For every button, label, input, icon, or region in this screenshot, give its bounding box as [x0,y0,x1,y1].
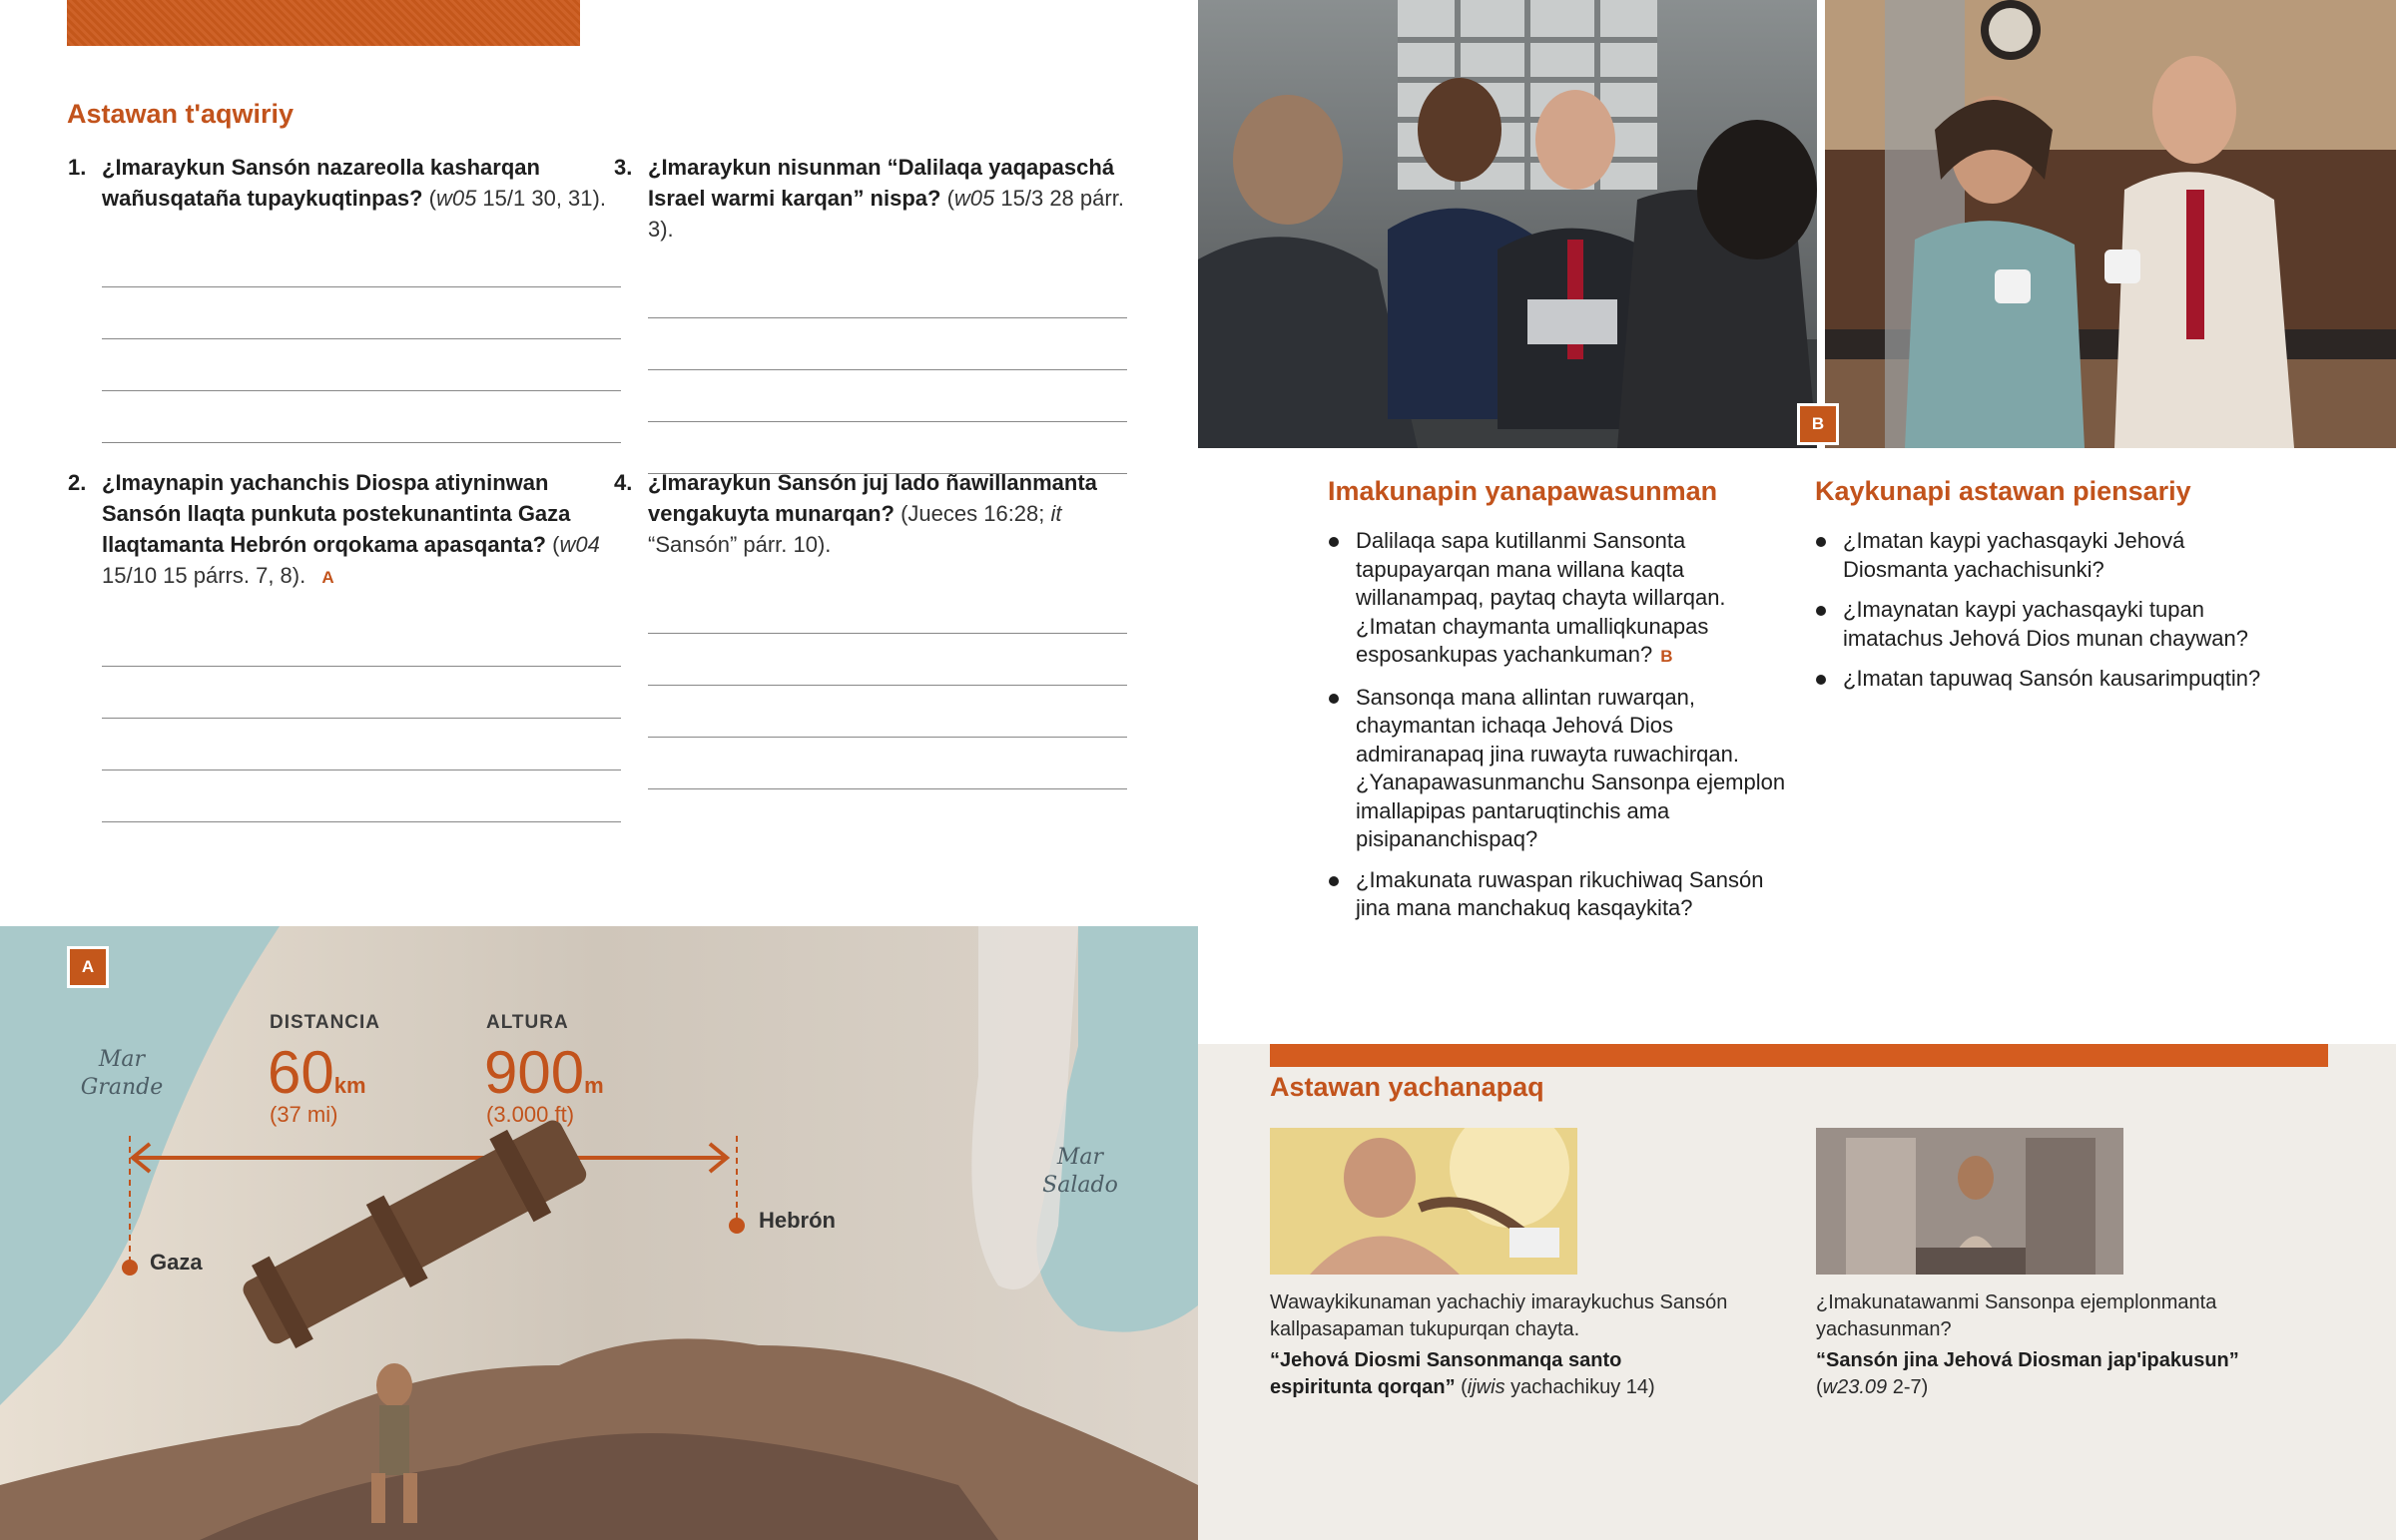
list-item: Sansonqa mana allintan ruwarqan, chaymantan ichaqa Jehová Dios admiranapaq jina ruwayta ruwachirqan. ¿Yanapawasunmanchu Sansonpa ejemplon imallapipas pantaruqtinchis ama pisipananchispaq? [1329,684,1788,854]
question-3 [614,152,1127,474]
question-number: 4. [614,470,633,495]
apply-title: Imakunapin yanapawasunman [1328,476,1718,506]
study-description: ¿Imakunatawanmi Sansonpa ejemplonmanta yachasunman? [1816,1291,2217,1340]
list-item: ¿Imatan tapuwaq Sansón kausarimpuqtin? [1816,665,2275,694]
question-reference: (Jueces 16:28; it “Sansón” párr. 10). [648,501,1062,557]
reflect-list [1816,527,2275,706]
question-2 [68,467,621,822]
list-item: Dalilaqa sapa kutillanmi Sansonta tapupayarqan mana willana kaqta willanampaq, paytaq chayta willarqan. ¿Imatan chaymanta umalliqkunapas esposankupas yachankuman? B [1329,527,1788,672]
altitude-value: 900m [484,1039,604,1106]
distance-label: DISTANCIA [270,1012,381,1033]
answer-lines[interactable] [102,236,621,443]
question-number: 2. [68,470,87,495]
distance-imperial: (37 mi) [270,1102,338,1127]
photo-badge: B [1797,403,1839,445]
sea-label-dead-sea: Mar Salado [1042,1145,1118,1198]
list-item: ¿Imaynatan kaypi yachasqayki tupan imatachus Jehová Dios munan chaywan? [1816,596,2275,653]
study-item-1 [1270,1289,1729,1401]
city-hebron: Hebrón [759,1208,836,1233]
further-study-box [1198,1044,2396,1540]
photo-elders-meeting [1198,0,1817,448]
altitude-label: ALTURA [486,1012,569,1033]
question-4 [614,467,1127,789]
decorative-strip [67,0,580,46]
question-reference: (w05 15/3 28 párr. 3). [648,186,1124,242]
map-gaza-hebron [0,926,1198,1540]
map-reference-tag: A [321,568,334,587]
study-link[interactable]: “Sansón jina Jehová Diosman jap'ipakusun” (w23.09 2-7) [1816,1349,2239,1398]
photo-row [1198,0,2396,448]
question-text: ¿Imaraykun Sansón nazareolla kasharqan wañusqataña tupaykuqtinpas? [102,155,540,211]
list-item: ¿Imatan kaypi yachasqayki Jehová Diosmanta yachachisunki? [1816,527,2275,584]
apply-list [1329,527,1788,935]
map-badge: A [67,946,109,988]
question-text: ¿Imaynapin yachanchis Diospa atiyninwan Sansón llaqta punkuta postekunantinta Gaza llaqtamanta Hebrón orqokama apasqanta? [102,470,571,557]
study-thumbnail-2[interactable] [1816,1128,2123,1275]
question-1 [68,152,621,443]
list-item: ¿Imakunata ruwaspan rikuchiwaq Sansón jina mana manchakuq kasqaykita? [1329,866,1788,923]
study-thumbnail-1[interactable] [1270,1128,1577,1275]
review-title: Astawan t'aqwiriy [67,99,294,129]
altitude-imperial: (3.000 ft) [486,1102,575,1127]
sea-label-mediterranean: Mar Grande [80,1047,164,1100]
study-description: Wawaykikunaman yachachiy imaraykuchus Sansón kallpasapaman tukupurqan chayta. [1270,1291,1728,1340]
reflect-title: Kaykunapi astawan piensariy [1815,476,2191,506]
question-text: ¿Imaraykun Sansón juj lado ñawillanmanta vengakuyta munarqan? [648,470,1097,526]
photo-couple-kitchen [1825,0,2396,448]
study-link[interactable]: “Jehová Diosmi Sansonmanqa santo espiritunta qorqan” (ijwis yachachikuy 14) [1270,1349,1655,1398]
distance-value: 60km [268,1039,366,1106]
question-number: 1. [68,155,87,180]
photo-reference-tag: B [1660,647,1673,666]
answer-lines[interactable] [648,582,1127,789]
question-text: ¿Imaraykun nisunman “Dalilaqa yaqapaschá Israel warmi karqan” nispa? [648,155,1115,211]
question-number: 3. [614,155,633,180]
study-title: Astawan yachanapaq [1270,1072,1544,1102]
answer-lines[interactable] [102,615,621,822]
study-item-2 [1816,1289,2275,1401]
city-gaza: Gaza [150,1250,203,1275]
study-accent-bar [1270,1044,2328,1067]
question-reference: (w05 15/1 30, 31). [428,186,606,211]
question-reference: (w04 15/10 15 párrs. 7, 8). [102,532,600,588]
answer-lines[interactable] [648,266,1127,474]
